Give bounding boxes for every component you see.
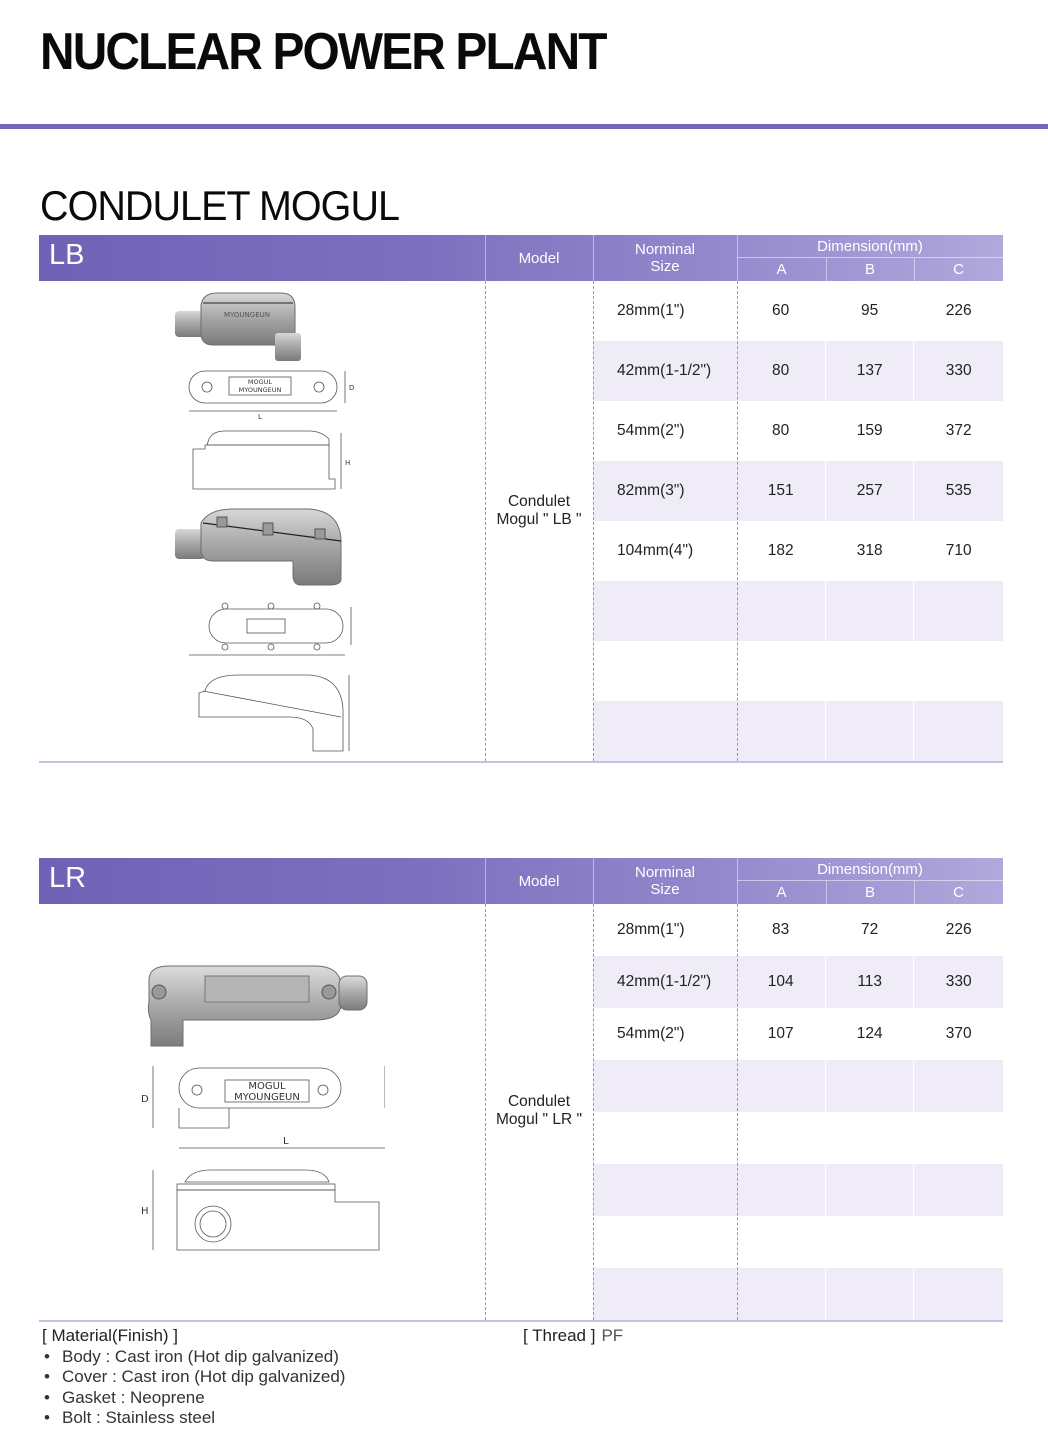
dimension-a-cell bbox=[736, 1112, 825, 1164]
material-item bbox=[42, 1408, 345, 1429]
section-title: CONDULET MOGUL bbox=[40, 182, 400, 229]
material-list bbox=[42, 1347, 345, 1429]
header-c: C bbox=[953, 884, 964, 901]
nominal-size-cell bbox=[593, 1164, 736, 1216]
type-code: LR bbox=[49, 862, 87, 894]
nominal-size-cell: 82mm(3") bbox=[617, 482, 685, 499]
dimension-c-cell: 226 bbox=[913, 904, 1003, 956]
header-c: C bbox=[953, 261, 964, 278]
model-name-line2: Mogul " LB " bbox=[496, 511, 582, 528]
dimension-b-cell: 95 bbox=[825, 281, 914, 341]
dimension-a-cell bbox=[736, 641, 825, 701]
material-item bbox=[42, 1347, 345, 1368]
nominal-size-cell bbox=[593, 1060, 736, 1112]
nominal-size-cell bbox=[593, 1112, 736, 1164]
header-dimension: Dimension(mm) bbox=[817, 860, 923, 878]
dimension-c-cell bbox=[913, 641, 1003, 701]
table-row bbox=[593, 401, 1003, 461]
dimension-label-d: D bbox=[141, 1094, 149, 1105]
dimension-a-cell: 104 bbox=[767, 973, 794, 990]
table-row bbox=[593, 341, 1003, 401]
lr-photo bbox=[148, 966, 367, 1046]
nominal-size-cell bbox=[593, 641, 736, 701]
nominal-size-cell: 42mm(1-1/2") bbox=[617, 362, 712, 379]
dimension-a-cell: 182 bbox=[767, 542, 794, 559]
dimension-c-cell bbox=[913, 1060, 1003, 1112]
dimension-c-cell: 370 bbox=[913, 1008, 1003, 1060]
table-header bbox=[39, 858, 1003, 904]
dimension-b-cell bbox=[825, 701, 914, 761]
header-a: A bbox=[776, 884, 787, 901]
dimension-label-d: D bbox=[349, 384, 355, 392]
dimension-label-l: L bbox=[283, 1136, 289, 1147]
dimension-b-cell: 113 bbox=[825, 956, 914, 1008]
header-size-line1: Norminal bbox=[634, 864, 695, 881]
nominal-size-cell: 28mm(1") bbox=[617, 302, 685, 319]
dimension-label-h: H bbox=[141, 1206, 149, 1217]
dimension-c-cell bbox=[913, 1216, 1003, 1268]
material-item-text: Cover : Cast iron (Hot dip galvanized) bbox=[62, 1367, 346, 1386]
header-size bbox=[593, 235, 737, 281]
table-row bbox=[593, 641, 1003, 701]
material-notes bbox=[42, 1326, 345, 1429]
plate-text-line2: MYOUNGEUN bbox=[234, 1092, 300, 1103]
column-divider bbox=[593, 281, 594, 761]
table-row bbox=[593, 281, 1003, 341]
nominal-size-cell: 104mm(4") bbox=[617, 542, 694, 559]
lb-side-view-small bbox=[193, 431, 341, 489]
plate-text-line1: MOGUL bbox=[247, 378, 273, 386]
thread-label: [ Thread ] bbox=[523, 1326, 596, 1345]
dimension-c-cell bbox=[913, 1112, 1003, 1164]
column-divider bbox=[737, 904, 738, 1320]
page-title: NUCLEAR POWER PLANT bbox=[40, 23, 606, 81]
nominal-size-cell: 28mm(1") bbox=[617, 921, 685, 938]
table-row bbox=[593, 1008, 1003, 1060]
dimension-b-cell bbox=[825, 1216, 914, 1268]
dimension-label-l: L bbox=[258, 413, 262, 421]
dimension-a-cell bbox=[736, 1268, 825, 1320]
dimension-c-cell: 372 bbox=[913, 401, 1003, 461]
lb-product-drawing bbox=[169, 289, 359, 759]
dimension-c-cell bbox=[913, 701, 1003, 761]
dimension-b-cell bbox=[825, 581, 914, 641]
column-divider bbox=[737, 281, 738, 761]
model-name bbox=[485, 493, 593, 529]
dimension-a-cell bbox=[736, 1216, 825, 1268]
table-row bbox=[593, 904, 1003, 956]
material-item-text: Gasket : Neoprene bbox=[62, 1387, 205, 1407]
dimension-a-cell: 80 bbox=[772, 422, 790, 439]
bullet-icon: • bbox=[44, 1408, 50, 1427]
table-header bbox=[39, 235, 1003, 281]
header-size bbox=[593, 858, 737, 904]
header-size-line1: Norminal bbox=[634, 241, 695, 258]
dimension-b-cell bbox=[825, 1268, 914, 1320]
lb-photo-large bbox=[175, 509, 341, 585]
bullet-icon: • bbox=[44, 1367, 50, 1386]
lb-photo-small bbox=[175, 293, 301, 361]
material-item-text: Body : Cast iron (Hot dip galvanized) bbox=[62, 1346, 339, 1366]
nominal-size-cell bbox=[593, 581, 736, 641]
dimension-c-cell: 330 bbox=[913, 956, 1003, 1008]
model-name bbox=[485, 1093, 593, 1129]
table-row bbox=[593, 956, 1003, 1008]
column-divider bbox=[593, 904, 594, 1320]
dimension-b-cell bbox=[825, 1060, 914, 1112]
bullet-icon: • bbox=[44, 1346, 50, 1366]
lr-product-drawing bbox=[135, 962, 385, 1262]
lb-side-view-large bbox=[199, 675, 349, 751]
dimension-b-cell bbox=[825, 641, 914, 701]
dimension-a-cell: 80 bbox=[772, 362, 790, 379]
header-size-line2: Size bbox=[650, 881, 680, 898]
material-item-text: Bolt : Stainless steel bbox=[62, 1408, 216, 1427]
header-a: A bbox=[776, 261, 787, 278]
nominal-size-cell bbox=[593, 1216, 736, 1268]
nominal-size-cell bbox=[593, 701, 736, 761]
dimension-a-cell bbox=[736, 1164, 825, 1216]
header-size-line2: Size bbox=[650, 258, 680, 275]
dimension-c-cell: 535 bbox=[913, 461, 1003, 521]
table-row bbox=[593, 1060, 1003, 1112]
table-bottom-border bbox=[39, 1320, 1003, 1322]
dimension-c-cell bbox=[913, 581, 1003, 641]
dimension-a-cell bbox=[736, 1060, 825, 1112]
model-name-line1: Condulet bbox=[507, 493, 571, 510]
thread-value: PF bbox=[601, 1326, 624, 1345]
thread-note bbox=[523, 1326, 623, 1346]
material-item bbox=[42, 1388, 345, 1409]
lb-top-view-large bbox=[189, 603, 351, 655]
title-divider bbox=[0, 124, 1048, 129]
type-code: LB bbox=[49, 239, 85, 271]
header-dimension: Dimension(mm) bbox=[817, 237, 923, 255]
header-b: B bbox=[864, 261, 875, 278]
nominal-size-cell: 54mm(2") bbox=[617, 422, 685, 439]
dimension-c-cell bbox=[913, 1164, 1003, 1216]
plate-text-line1: MOGUL bbox=[248, 1081, 286, 1092]
model-name-line1: Condulet bbox=[507, 1093, 571, 1110]
dimension-b-cell: 159 bbox=[825, 401, 914, 461]
dimension-b-cell: 72 bbox=[825, 904, 914, 956]
header-model: Model bbox=[518, 249, 560, 267]
dimension-c-cell: 330 bbox=[913, 341, 1003, 401]
lr-top-view bbox=[153, 1066, 385, 1148]
table-row bbox=[593, 1268, 1003, 1320]
table-body bbox=[39, 904, 1003, 1320]
nominal-size-cell: 54mm(2") bbox=[617, 1025, 685, 1042]
svg-text:MYOUNGEUN: MYOUNGEUN bbox=[223, 311, 271, 319]
nominal-size-cell: 42mm(1-1/2") bbox=[617, 973, 712, 990]
table-row bbox=[593, 581, 1003, 641]
dimension-a-cell bbox=[736, 701, 825, 761]
dimension-label-h: H bbox=[345, 459, 351, 467]
dimension-b-cell: 137 bbox=[825, 341, 914, 401]
dimension-c-cell bbox=[913, 1268, 1003, 1320]
table-row bbox=[593, 461, 1003, 521]
material-item bbox=[42, 1367, 345, 1388]
plate-text-line2: MYOUNGEUN bbox=[238, 386, 282, 394]
dimension-a-cell: 107 bbox=[767, 1025, 794, 1042]
dimension-a-cell: 60 bbox=[772, 302, 790, 319]
dimension-a-cell: 83 bbox=[772, 921, 790, 938]
dimension-b-cell bbox=[825, 1164, 914, 1216]
dimension-a-cell: 151 bbox=[767, 482, 794, 499]
table-body bbox=[39, 281, 1003, 761]
header-b: B bbox=[864, 884, 875, 901]
dimension-c-cell: 226 bbox=[913, 281, 1003, 341]
nominal-size-cell bbox=[593, 1268, 736, 1320]
dimension-b-cell: 124 bbox=[825, 1008, 914, 1060]
dimension-c-cell: 710 bbox=[913, 521, 1003, 581]
model-name-line2: Mogul " LR " bbox=[496, 1111, 582, 1128]
table-row bbox=[593, 701, 1003, 761]
material-label: [ Material(Finish) ] bbox=[42, 1326, 179, 1345]
lr-side-view bbox=[153, 1170, 379, 1250]
header-model: Model bbox=[518, 872, 560, 890]
bullet-icon: • bbox=[44, 1387, 50, 1407]
table-row bbox=[593, 1216, 1003, 1268]
table-row bbox=[593, 1112, 1003, 1164]
table-bottom-border bbox=[39, 761, 1003, 763]
table-row bbox=[593, 1164, 1003, 1216]
table-row bbox=[593, 521, 1003, 581]
dimension-b-cell: 257 bbox=[825, 461, 914, 521]
dimension-b-cell: 318 bbox=[825, 521, 914, 581]
dimension-b-cell bbox=[825, 1112, 914, 1164]
dimension-a-cell bbox=[736, 581, 825, 641]
